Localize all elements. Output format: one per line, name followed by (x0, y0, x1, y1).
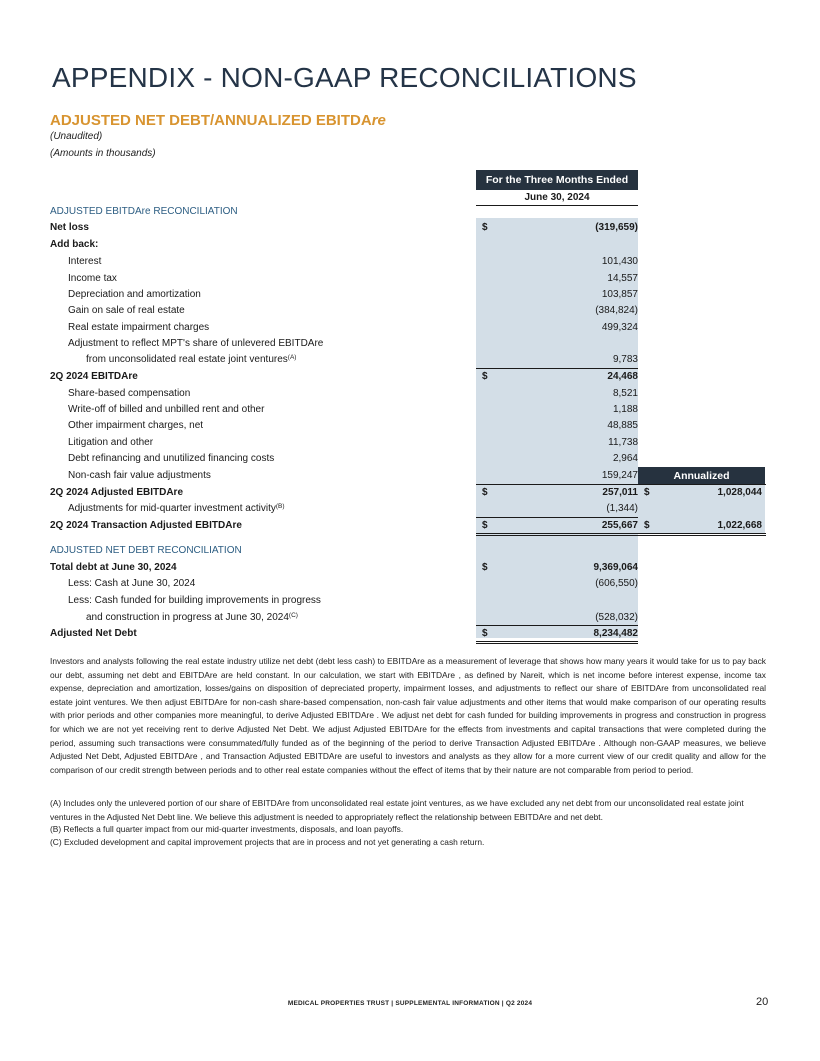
table-row-less-cash (50, 576, 766, 592)
row-value: 11,738 (608, 437, 638, 448)
row-label (86, 352, 296, 368)
row-value: 24,468 (607, 371, 638, 382)
row-value: (319,659) (595, 222, 638, 233)
page-footer: MEDICAL PROPERTIES TRUST | SUPPLEMENTAL INFORMATION | Q2 2024 (287, 1000, 533, 1007)
page-number: 20 (756, 996, 769, 1008)
row-label: Net loss (50, 222, 89, 233)
table-row-less-funded-line2 (50, 610, 766, 626)
row-label: Adjusted Net Debt (50, 628, 137, 639)
annualized-value: 1,028,044 (717, 487, 762, 498)
table-row-share-comp (50, 386, 766, 402)
row-label: Depreciation and amortization (68, 289, 201, 300)
row-label (86, 610, 298, 626)
explanatory-paragraph: Investors and analysts following the real estate industry utilize net debt (debt less cash) to EBITDAre as a measurement of leverage that shows how many years it would take for us to pay back our debt, assuming net debt and EBITDAre are held constant. In our calculation, we start with EBITDAre , as defined by Nareit, which is net income before interest expense, income tax expense, depreciation and amortization, losses/gains on disposition of depreciated property, impairment losses, and adjustments to reflect our share of EBITDAre from unconsolidated real estate joint ventures. We then adjust EBITDAre for non-cash share-based compensation, non-cash fair value adjustments and other items that would make comparison of our operating results with prior periods and other companies more meaningful, to derive Adjusted EBITDAre . We adjust net debt for cash funded for building improvements in progress and construction in progress for which we are not yet receiving rent to derive Adjusted Net Debt. We adjust Adjusted EBITDAre for the effects from investments and capital transactions that were completed during the period, assuming such transactions were consummated/fully funded as of the beginning of the period to derive Transaction Adjusted EBITDAre . Although non-GAAP measures, we believe Adjusted Net Debt, Adjusted EBITDAre , and Transaction Adjusted EBITDAre are useful to investors and analysts as they allow for a more current view of our credit quality and allow for the comparison of our credit strength between periods and to other real estate companies without the effect of items that by their nature are not comparable from period to period. (50, 656, 766, 775)
row-value: 2,964 (612, 453, 638, 464)
table-row-mid-quarter (50, 501, 766, 517)
ebitda-recon-heading: ADJUSTED EBITDAre RECONCILIATION (50, 206, 238, 217)
dollar-sign: $ (644, 520, 650, 531)
section-subtitle (50, 112, 386, 129)
row-label: Gain on sale of real estate (68, 305, 185, 316)
row-label: Add back: (50, 239, 99, 250)
total-rule (476, 643, 638, 644)
table-row-adjustment-line1 (50, 336, 766, 352)
row-label-text: and construction in progress at June 30, 2024 (86, 612, 289, 623)
row-value: 8,521 (612, 388, 638, 399)
row-value: 1,188 (612, 404, 638, 415)
row-label: Non-cash fair value adjustments (68, 470, 211, 481)
table-row-debt-refi (50, 451, 766, 467)
footnote-ref: (A) (287, 354, 297, 361)
row-label: Less: Cash at June 30, 2024 (68, 578, 196, 589)
dollar-sign: $ (482, 562, 488, 573)
table-row-income-tax (50, 271, 766, 287)
page-title: APPENDIX - NON-GAAP RECONCILIATIONS (52, 62, 637, 93)
dollar-sign: $ (482, 487, 488, 498)
footnote-c: (C) Excluded development and capital improvement projects that are in process and not yet generating a cash return. (50, 837, 485, 847)
footnote-b: (B) Reflects a full quarter impact from our mid-quarter investments, disposals, and loan payoffs. (50, 824, 404, 834)
row-label: 2Q 2024 EBITDAre (50, 371, 138, 382)
row-value: (606,550) (595, 578, 638, 589)
annualized-header: Annualized (638, 467, 765, 485)
table-row-trans-adj (50, 518, 766, 534)
row-value: (384,824) (595, 305, 638, 316)
row-label: Litigation and other (68, 437, 154, 448)
row-value: 103,857 (601, 289, 638, 300)
annualized-value: 1,022,668 (717, 520, 762, 531)
row-value: 48,885 (607, 420, 638, 431)
row-label: Income tax (68, 273, 117, 284)
table-row-net-loss (50, 220, 766, 236)
footnote-ref: (B) (275, 503, 285, 510)
table-row-ebitda-2q (50, 369, 766, 385)
table-row-gain-sale (50, 303, 766, 319)
dollar-sign: $ (482, 371, 488, 382)
table-row-less-funded-line1 (50, 593, 766, 609)
table-row-noncash-fv (50, 468, 766, 484)
row-value: 101,430 (601, 256, 638, 267)
row-value: 8,234,482 (593, 628, 638, 639)
period-date: June 30, 2024 (476, 191, 638, 206)
net-debt-recon-heading: ADJUSTED NET DEBT RECONCILIATION (50, 545, 242, 556)
table-row-interest (50, 254, 766, 270)
subtitle-main: ADJUSTED NET DEBT/ANNUALIZED EBITDA (50, 112, 372, 129)
period-header: For the Three Months Ended (476, 170, 638, 190)
total-rule (476, 533, 766, 534)
subtitle-re: re (371, 112, 386, 129)
row-value: 159,247 (601, 470, 638, 481)
dollar-sign: $ (482, 520, 488, 531)
row-label-text: Adjustments for mid-quarter investment activity (68, 503, 276, 514)
row-label: Total debt at June 30, 2024 (50, 562, 177, 573)
total-rule (476, 641, 638, 642)
table-row-add-back (50, 237, 766, 253)
row-value: 499,324 (601, 322, 638, 333)
table-row-adjustment-line2 (50, 352, 766, 368)
table-row-writeoff (50, 402, 766, 418)
table-row-depreciation (50, 287, 766, 303)
table-row-adj-ebitda (50, 485, 766, 501)
row-label: Interest (68, 256, 102, 267)
dollar-sign: $ (482, 222, 488, 233)
row-value: (1,344) (606, 503, 638, 514)
dollar-sign: $ (644, 487, 650, 498)
row-value: 9,369,064 (593, 562, 638, 573)
table-row-litigation (50, 435, 766, 451)
amounts-note: (Amounts in thousands) (50, 148, 156, 159)
row-label: Adjustment to reflect MPT's share of unlevered EBITDAre (68, 338, 324, 349)
table-row-adj-net-debt (50, 626, 766, 642)
row-label: Less: Cash funded for building improvements in progress (68, 595, 321, 606)
row-label: Other impairment charges, net (68, 420, 204, 431)
footnote-a: (A) Includes only the unlevered portion of our share of EBITDAre from unconsolidated real estate joint ventures, as we have excluded any net debt from our unconsolidated real estate joint ventures in the Adjusted Net Debt line. We believe this adjustment is needed to appropriately reflect the relationship between EBITDAre and net debt. (50, 798, 744, 822)
unaudited-note: (Unaudited) (50, 131, 103, 142)
row-label: Write-off of billed and unbilled rent and other (68, 404, 265, 415)
row-label: Debt refinancing and unutilized financing costs (68, 453, 275, 464)
table-row-impairment (50, 320, 766, 336)
row-value: 255,667 (601, 520, 638, 531)
row-label-text: from unconsolidated real estate joint ventures (86, 354, 288, 365)
row-value: (528,032) (595, 612, 638, 623)
row-label: Real estate impairment charges (68, 322, 210, 333)
table-row-other-impair (50, 418, 766, 434)
row-label (68, 501, 285, 517)
footnote-ref: (C) (288, 612, 298, 619)
row-value: 9,783 (612, 354, 638, 365)
table-row-total-debt (50, 560, 766, 576)
row-value: 14,557 (607, 273, 638, 284)
row-value: 257,011 (602, 487, 638, 498)
dollar-sign: $ (482, 628, 488, 639)
row-label: Share-based compensation (68, 388, 191, 399)
row-label: 2Q 2024 Adjusted EBITDAre (50, 487, 184, 498)
row-label: 2Q 2024 Transaction Adjusted EBITDAre (50, 520, 242, 531)
total-rule (476, 535, 766, 536)
